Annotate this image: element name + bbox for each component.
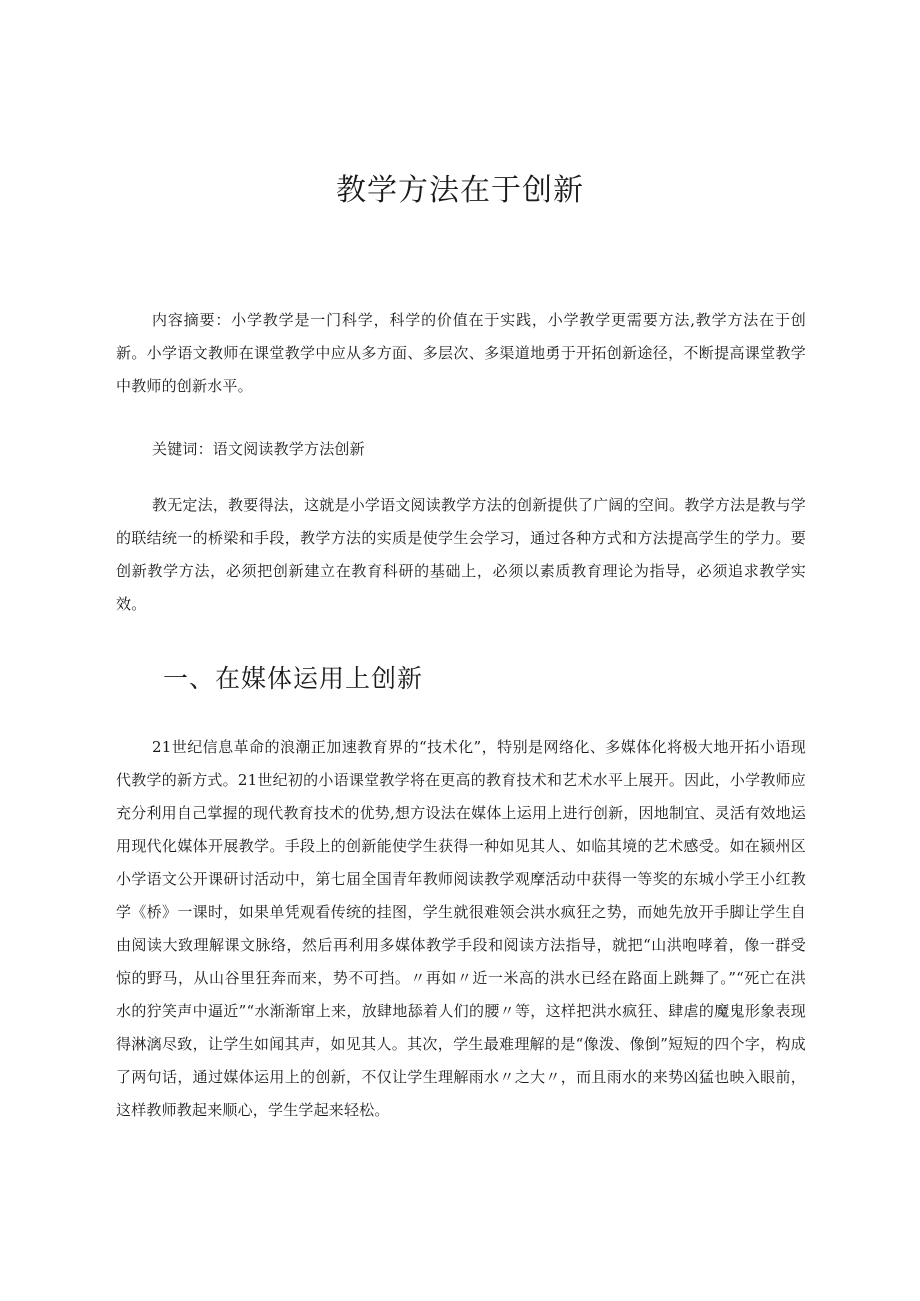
section-heading: 一、在媒体运用上创新 — [163, 664, 424, 693]
section-body-paragraph: 21世纪信息革命的浪潮正加速教育界的“技术化”，特别是网络化、多媒体化将极大地开拓小语现代教学的新方式。21世纪初的小语课堂教学将在更高的教育技术和艺术水平上展开。因此，小学教师应充分利用自己掌握的现代教育技术的优势,想方设法在媒体上运用上进行创新，因地制宜、灵活有效地运用现代化媒体开展教学。手段上的创新能使学生获得一种如见其人、如临其境的艺术感受。如在颍州区小学语文公开课研讨活动中，第七届全国青年教师阅读教学观摩活动中获得一等奖的东城小学王小红教学《桥》一课时，如果单凭观看传统的挂图，学生就很难领会洪水疯狂之势，而她先放开手脚让学生自由阅读大致理解课文脉络，然后再利用多媒体教学手段和阅读方法指导，就把“山洪咆哮着，像一群受惊的野马，从山谷里狂奔而来，势不可挡。〃再如〃近一米高的洪水已经在路面上跳舞了。”“死亡在洪水的狞笑声中逼近”“水渐渐窜上来，放肆地舔着人们的腰〃等，这样把洪水疯狂、肆虐的魔鬼形象表现得淋漓尽致，让学生如闻其声，如见其人。其次，学生最难理解的是“像泼、像倒”短短的四个字，构成了两句话，通过媒体运用上的创新，不仅让学生理解雨水〃之大〃，而且雨水的来势凶猛也映入眼前，这样教师教起来顺心，学生学起来轻松。 — [116, 738, 806, 1119]
keywords-paragraph: 关键词：语文阅读教学方法创新 — [152, 440, 365, 458]
abstract-paragraph: 内容摘要：小学教学是一门科学，科学的价值在于实践，小学教学更需要方法,教学方法在于创新。小学语文教师在课堂教学中应从多方面、多层次、多渠道地勇于开拓创新途径，不断提高课堂教学中教师的创新水平。 — [116, 311, 806, 395]
intro-paragraph: 教无定法，教要得法，这就是小学语文阅读教学方法的创新提供了广阔的空间。教学方法是教与学的联结统一的桥梁和手段，教学方法的实质是使学生会学习，通过各种方式和方法提高学生的学力。要创新教学方法，必须把创新建立在教育科研的基础上，必须以素质教育理论为指导，必须追求教学实效。 — [116, 496, 806, 613]
document-title: 教学方法在于创新 — [336, 173, 584, 208]
